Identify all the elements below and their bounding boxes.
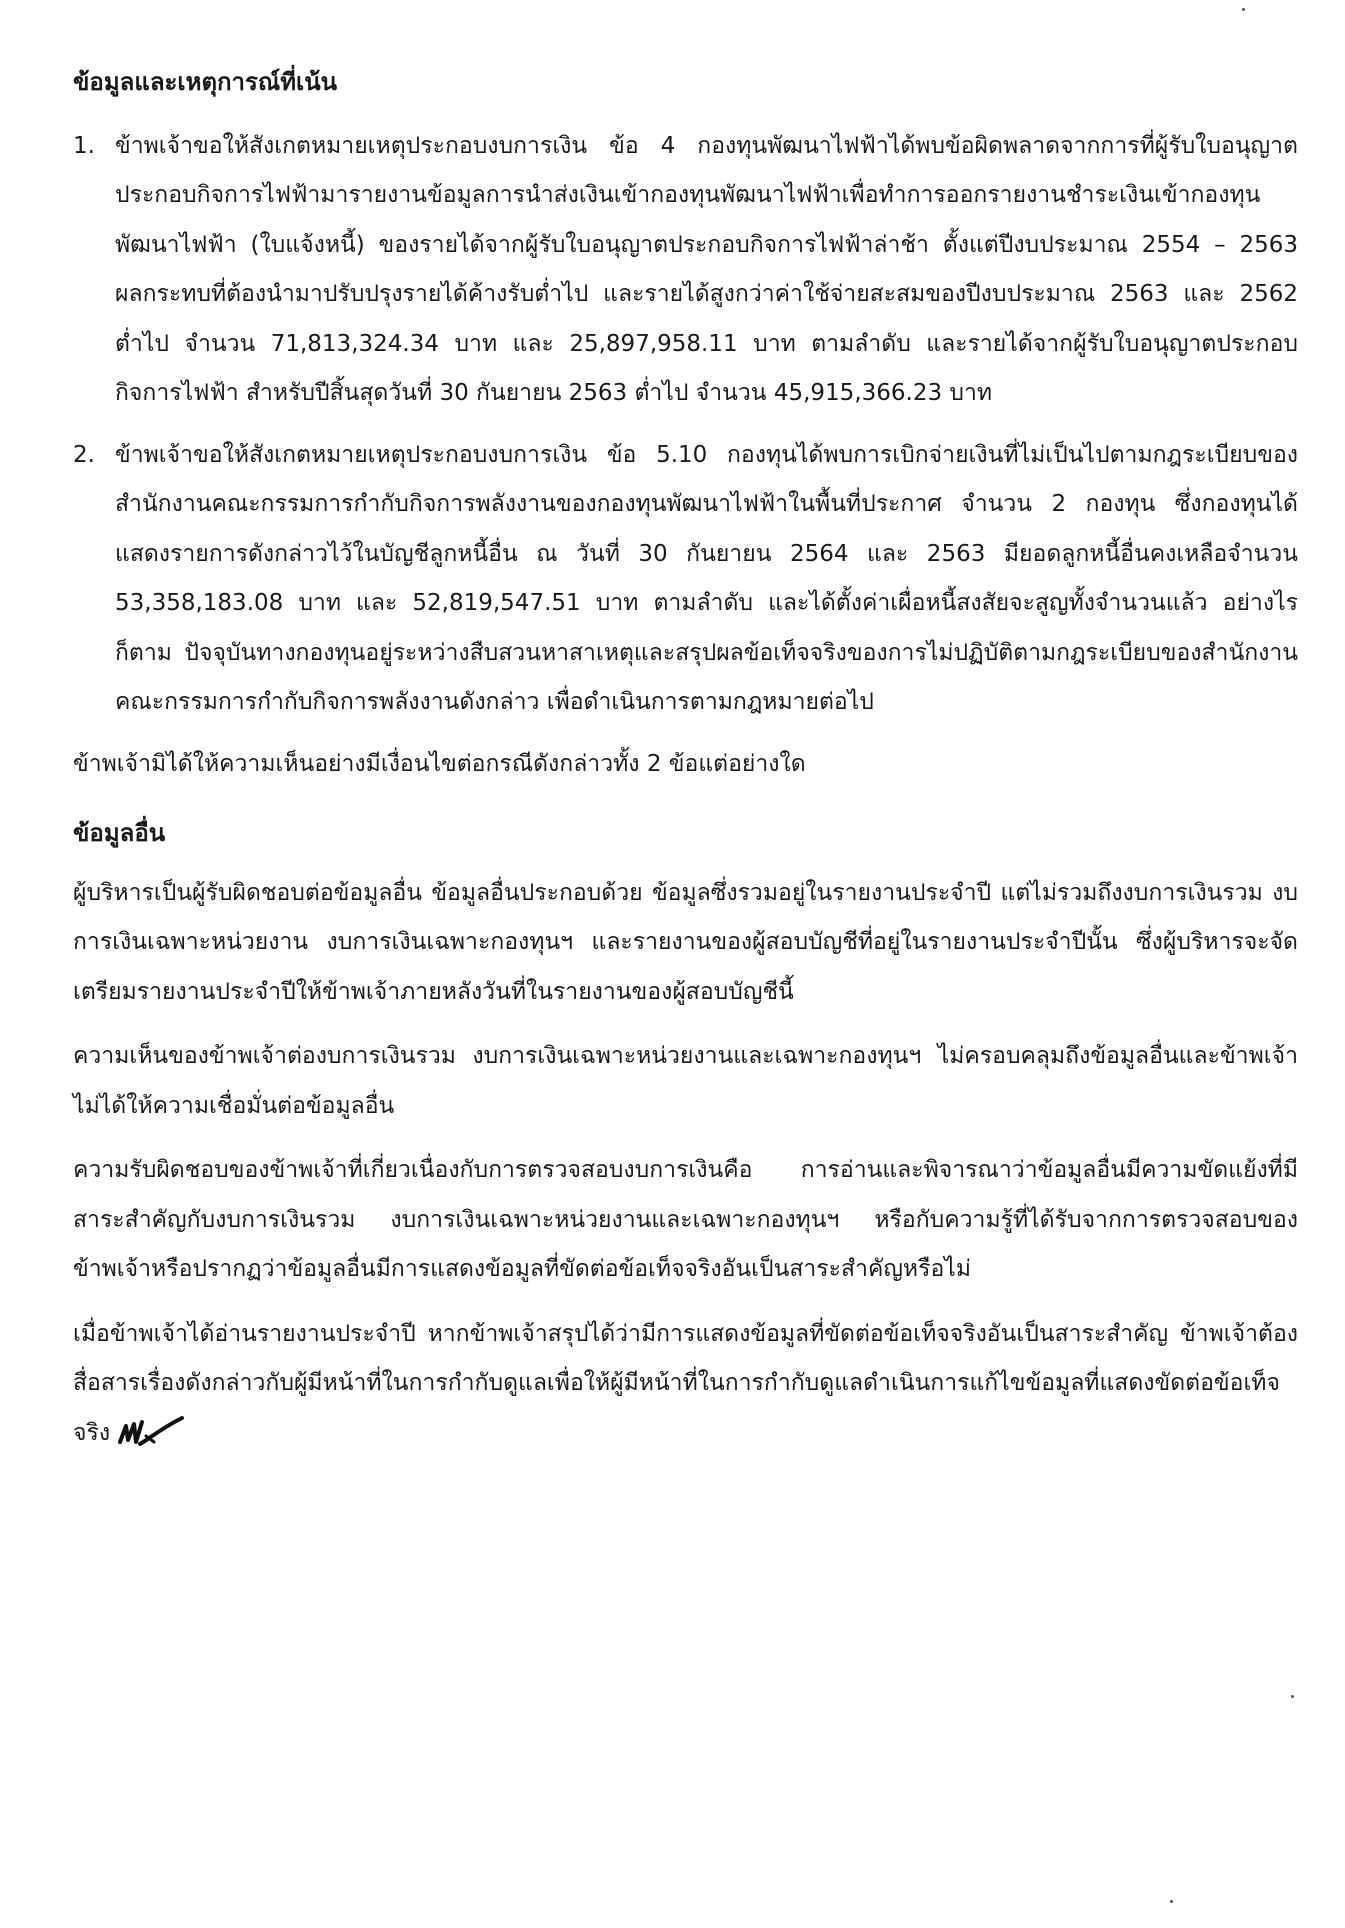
section-heading-other-information: ข้อมูลอื่น — [73, 819, 166, 847]
paragraph: ความเห็นของข้าพเจ้าต่องบการเงินรวม งบการเงินเฉพาะหน่วยงานและเฉพาะกองทุนฯ ไม่ครอบคลุมถึงข้อมูลอื่นและข้าพเจ้าไม่ได้ให้ความเชื่อมั่นต่อข้อมูลอื่น — [73, 1043, 1298, 1119]
section-heading-emphasis: ข้อมูลและเหตุการณ์ที่เน้น — [73, 68, 338, 96]
document-content — [73, 58, 1298, 1473]
paragraph-final — [73, 1310, 1298, 1459]
list-item-text: ข้าพเจ้าขอให้สังเกตหมายเหตุประกอบงบการเงิน ข้อ 5.10 กองทุนได้พบการเบิกจ่ายเงินที่ไม่เป็นไปตามกฎระเบียบของสำนักงานคณะกรรมการกำกับกิจการพลังงานของกองทุนพัฒนาไฟฟ้าในพื้นที่ประกาศ จำนวน 2 กองทุน ซึ่งกองทุนได้แสดงรายการดังกล่าวไว้ในบัญชีลูกหนี้อื่น ณ วันที่ 30 กันยายน 2564 และ 2563 มียอดลูกหนี้อื่นคงเหลือจำนวน 53,358,183.08 บาท และ 52,819,547.51 บาท ตามลำดับ และได้ตั้งค่าเผื่อหนี้สงสัยจะสูญทั้งจำนวนแล้ว อย่างไรก็ตาม ปัจจุบันทางกองทุนอยู่ระหว่างสืบสวนหาสาเหตุและสรุปผลข้อเท็จจริงของการไม่ปฏิบัติตามกฎระเบียบของสำนักงานคณะกรรมการกำกับกิจการพลังงานดังกล่าว เพื่อดำเนินการตามกฎหมายต่อไป — [115, 441, 1298, 715]
list-item-number: 2. — [73, 441, 95, 468]
scan-speck — [1170, 1900, 1173, 1903]
paragraph: ผู้บริหารเป็นผู้รับผิดชอบต่อข้อมูลอื่น ข้อมูลอื่นประกอบด้วย ข้อมูลซึ่งรวมอยู่ในรายงานประจำปี แต่ไม่รวมถึงงบการเงินรวม งบการเงินเฉพาะหน่วยงาน งบการเงินเฉพาะกองทุนฯ และรายงานของผู้สอบบัญชีที่อยู่ในรายงานประจำปีนั้น ซึ่งผู้บริหารจะจัดเตรียมรายงานประจำปีให้ข้าพเจ้าภายหลังวันที่ในรายงานของผู้สอบบัญชีนี้ — [73, 879, 1298, 1005]
scan-speck — [1291, 1695, 1294, 1698]
list-item-number: 1. — [73, 132, 95, 159]
list-item — [73, 122, 1298, 419]
handwritten-initials-icon — [116, 1412, 186, 1454]
scan-speck — [1242, 8, 1245, 11]
paragraph-final-text: เมื่อข้าพเจ้าได้อ่านรายงานประจำปี หากข้าพเจ้าสรุปได้ว่ามีการแสดงข้อมูลที่ขัดต่อข้อเท็จจริงอันเป็นสาระสำคัญ ข้าพเจ้าต้องสื่อสารเรื่องดังกล่าวกับผู้มีหน้าที่ในการกำกับดูแลเพื่อให้ผู้มีหน้าที่ในการกำกับดูแลดำเนินการแก้ไขข้อมูลที่แสดงขัดต่อข้อเท็จจริง — [73, 1320, 1298, 1446]
list-item-text: ข้าพเจ้าขอให้สังเกตหมายเหตุประกอบงบการเงิน ข้อ 4 กองทุนพัฒนาไฟฟ้าได้พบข้อผิดพลาดจากการที่ผู้รับใบอนุญาตประกอบกิจการไฟฟ้ามารายงานข้อมูลการนำส่งเงินเข้ากองทุนพัฒนาไฟฟ้าเพื่อทำการออกรายงานชำระเงินเข้ากองทุนพัฒนาไฟฟ้า (ใบแจ้งหนี้) ของรายได้จากผู้รับใบอนุญาตประกอบกิจการไฟฟ้าล่าช้า ตั้งแต่ปีงบประมาณ 2554 – 2563 ผลกระทบที่ต้องนำมาปรับปรุงรายได้ค้างรับต่ำไป และรายได้สูงกว่าค่าใช้จ่ายสะสมของปีงบประมาณ 2563 และ 2562 ต่ำไป จำนวน 71,813,324.34 บาท และ 25,897,958.11 บาท ตามลำดับ และรายได้จากผู้รับใบอนุญาตประกอบกิจการไฟฟ้า สำหรับปีสิ้นสุดวันที่ 30 กันยายน 2563 ต่ำไป จำนวน 45,915,366.23 บาท — [115, 132, 1298, 406]
opinion-statement: ข้าพเจ้ามิได้ให้ความเห็นอย่างมีเงื่อนไขต่อกรณีดังกล่าวทั้ง 2 ข้อแต่อย่างใด — [73, 750, 806, 777]
paragraph: ความรับผิดชอบของข้าพเจ้าที่เกี่ยวเนื่องกับการตรวจสอบงบการเงินคือ การอ่านและพิจารณาว่าข้อมูลอื่นมีความขัดแย้งที่มีสาระสำคัญกับงบการเงินรวม งบการเงินเฉพาะหน่วยงานและเฉพาะกองทุนฯ หรือกับความรู้ที่ได้รับจากการตรวจสอบของข้าพเจ้าหรือปรากฏว่าข้อมูลอื่นมีการแสดงข้อมูลที่ขัดต่อข้อเท็จจริงอันเป็นสาระสำคัญหรือไม่ — [73, 1157, 1298, 1282]
list-item — [73, 431, 1298, 728]
